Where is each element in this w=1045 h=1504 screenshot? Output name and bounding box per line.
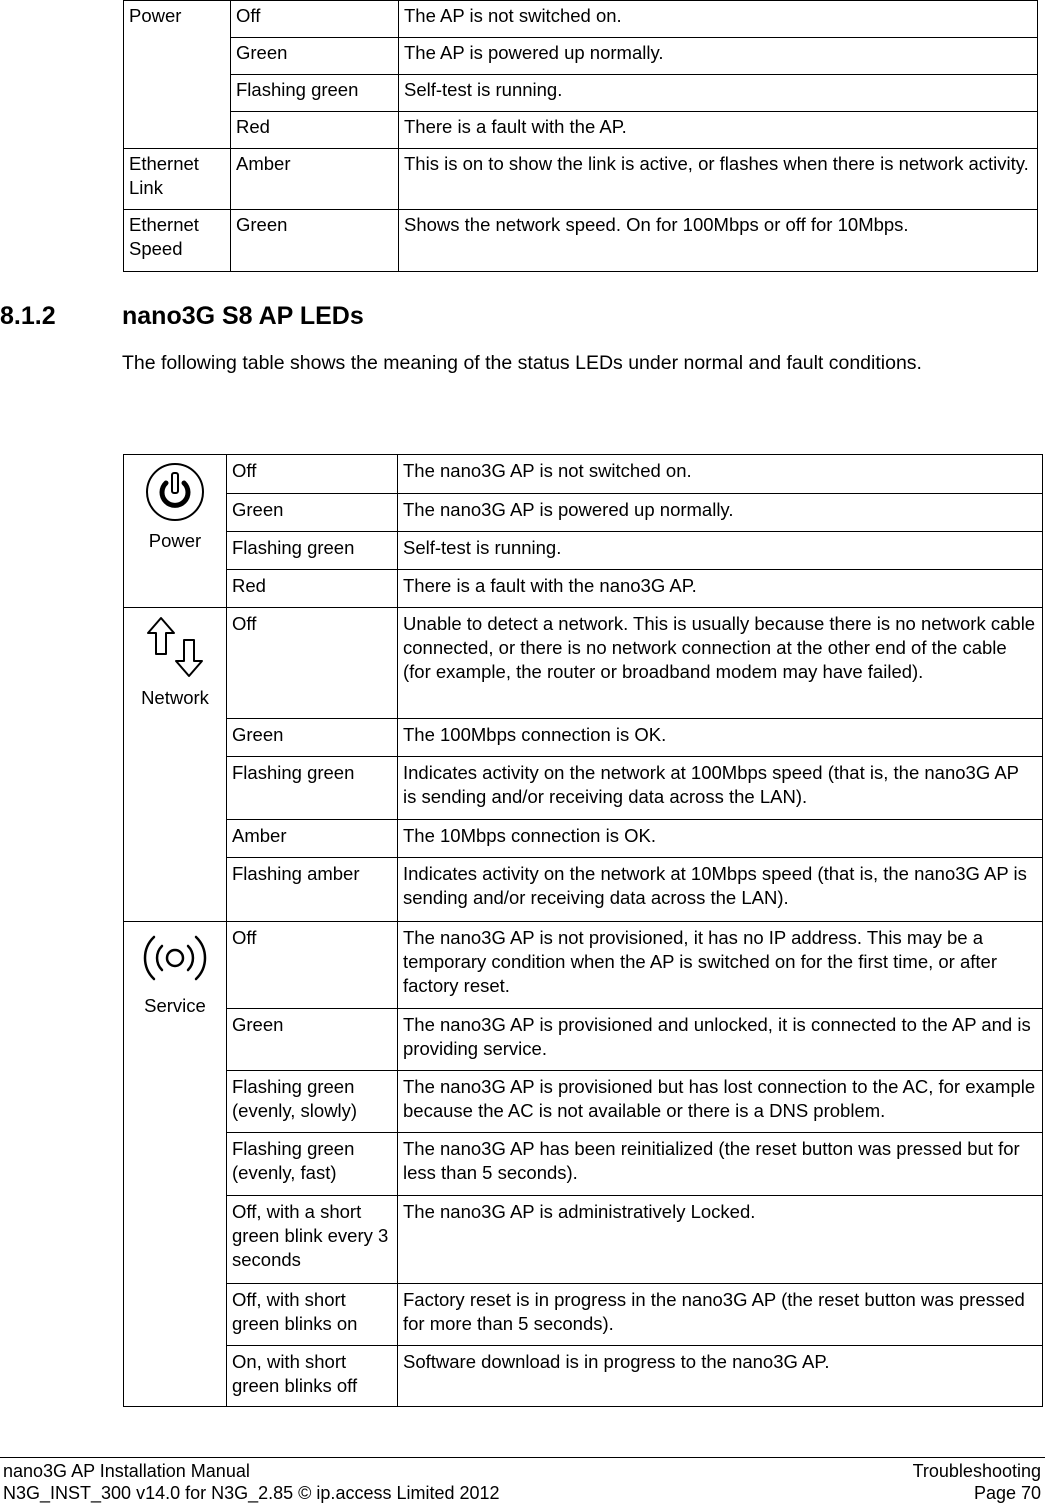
led-group-cell: Power [124,1,231,149]
table-row [124,608,1043,719]
led-state-cell: Off [227,922,398,1009]
led-table-continued [123,0,1038,272]
footer-doc-reference: N3G_INST_300 v14.0 for N3G_2.85 © ip.access Limited 2012 [3,1483,500,1503]
led-state-cell: Amber [227,820,398,858]
table-row [124,757,1043,820]
led-meaning-cell: The AP is not switched on. [399,1,1038,38]
table-row [124,75,1038,112]
led-state-cell: Green [227,719,398,757]
table-row [124,210,1038,272]
led-meaning-cell: The 100Mbps connection is OK. [398,719,1043,757]
table-row [124,494,1043,532]
led-meaning-cell: Self-test is running. [398,532,1043,570]
led-meaning-cell: Factory reset is in progress in the nano3G AP (the reset button was pressed for more than 5 seconds). [398,1284,1043,1346]
led-group-cell-network [124,608,227,922]
led-meaning-cell: The nano3G AP is administratively Locked. [398,1196,1043,1284]
led-state-cell: Green [231,210,399,272]
network-arrows-icon [129,614,221,680]
table-row [124,38,1038,75]
led-group-cell-service [124,922,227,1407]
led-meaning-cell: The nano3G AP is provisioned but has lost connection to the AC, for example because the AC is not available or there is a DNS problem. [398,1071,1043,1133]
led-meaning-cell: The nano3G AP is powered up normally. [398,494,1043,532]
led-state-cell: Off [227,608,398,719]
led-state-cell: Green [227,494,398,532]
table-row [124,149,1038,210]
led-meaning-cell: There is a fault with the AP. [399,112,1038,149]
led-state-cell: Flashing green [227,757,398,820]
led-meaning-cell: Software download is in progress to the nano3G AP. [398,1346,1043,1407]
intro-paragraph: The following table shows the meaning of the status LEDs under normal and fault conditions. [122,352,922,374]
led-state-cell: Red [227,570,398,608]
led-meaning-cell: The nano3G AP has been reinitialized (the reset button was pressed but for less than 5 seconds). [398,1133,1043,1196]
led-group-cell: Ethernet Link [124,149,231,210]
footer-chapter-name: Troubleshooting [912,1461,1041,1481]
led-group-label: Network [141,687,209,708]
led-meaning-cell: The nano3G AP is not switched on. [398,455,1043,494]
table-row [124,1284,1043,1346]
led-meaning-cell: The AP is powered up normally. [399,38,1038,75]
table-row [124,820,1043,858]
table-row [124,1346,1043,1407]
led-state-cell: Green [227,1009,398,1071]
led-state-cell: Green [231,38,399,75]
power-icon [129,461,221,523]
led-state-cell: Off, with a short green blink every 3 seconds [227,1196,398,1284]
led-state-cell: Flashing amber [227,858,398,922]
table-row [124,922,1043,1009]
table-row [124,1071,1043,1133]
led-state-cell: Flashing green (evenly, slowly) [227,1071,398,1133]
table-row [124,1,1038,38]
led-state-cell: Flashing green [231,75,399,112]
led-state-cell: Red [231,112,399,149]
led-group-label: Service [144,995,206,1016]
table-row [124,570,1043,608]
footer-page-number: Page 70 [973,1483,1041,1503]
led-state-cell: Off [227,455,398,494]
table-row [124,112,1038,149]
led-state-cell: Off, with short green blinks on [227,1284,398,1346]
table-row [124,1133,1043,1196]
led-meaning-cell: The nano3G AP is not provisioned, it has no IP address. This may be a temporary condition when the AP is switched on for the first time, or after factory reset. [398,922,1043,1009]
table-row [124,719,1043,757]
led-state-cell: Flashing green (evenly, fast) [227,1133,398,1196]
table-row [124,1196,1043,1284]
led-meaning-cell: The 10Mbps connection is OK. [398,820,1043,858]
footer-divider [0,1457,1045,1458]
led-state-cell: Off [231,1,399,38]
led-meaning-cell: Indicates activity on the network at 100Mbps speed (that is, the nano3G AP is sending and/or receiving data across the LAN). [398,757,1043,820]
led-meaning-cell: Indicates activity on the network at 10Mbps speed (that is, the nano3G AP is sending and/or receiving data across the LAN). [398,858,1043,922]
led-meaning-cell: Self-test is running. [399,75,1038,112]
table-row [124,455,1043,494]
led-group-cell: Ethernet Speed [124,210,231,272]
footer-manual-title: nano3G AP Installation Manual [3,1461,250,1481]
led-state-cell: Flashing green [227,532,398,570]
led-group-label: Power [148,530,202,551]
led-state-cell: On, with short green blinks off [227,1346,398,1407]
table-row [124,532,1043,570]
led-meaning-cell: Shows the network speed. On for 100Mbps or off for 10Mbps. [399,210,1038,272]
table-row [124,1009,1043,1071]
section-number: 8.1.2 [0,302,56,330]
section-title: nano3G S8 AP LEDs [122,302,364,330]
section-heading [0,302,364,331]
nano3g-s8-led-table [123,454,1043,1407]
table-row [124,858,1043,922]
led-state-cell: Amber [231,149,399,210]
service-signal-icon [129,928,221,988]
led-meaning-cell: The nano3G AP is provisioned and unlocked, it is connected to the AP and is providing service. [398,1009,1043,1071]
led-group-cell-power [124,455,227,608]
led-meaning-cell: There is a fault with the nano3G AP. [398,570,1043,608]
led-meaning-cell: Unable to detect a network. This is usually because there is no network cable connected, or there is no network connection at the other end of the cable (for example, the router or broadband modem may have failed). [398,608,1043,719]
led-meaning-cell: This is on to show the link is active, or flashes when there is network activity. [399,149,1038,210]
